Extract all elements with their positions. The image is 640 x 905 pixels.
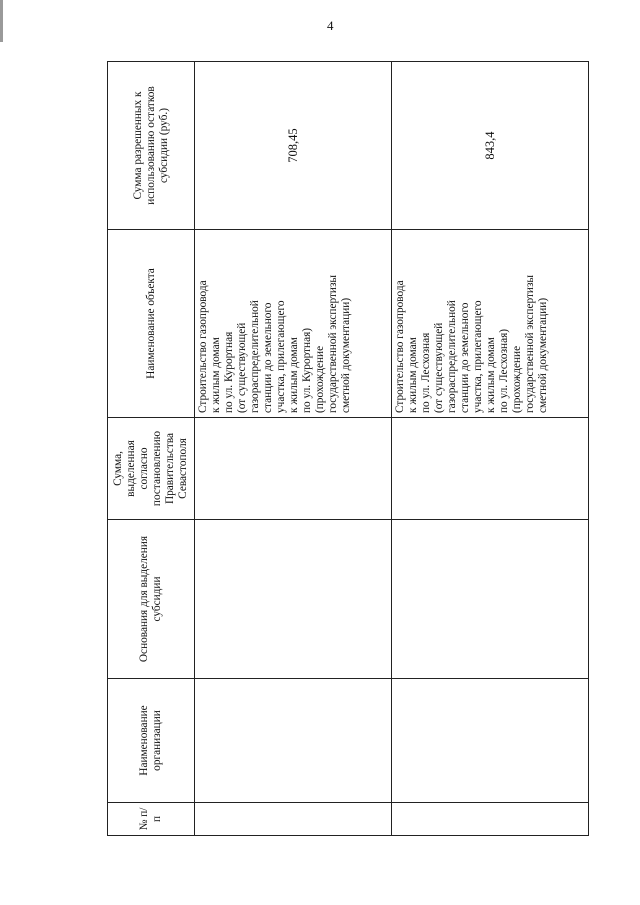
cell-number [195, 803, 392, 836]
cell-basis [392, 520, 589, 679]
cell-organization [195, 679, 392, 803]
header-basis: Основания для выделения субсидии [108, 520, 195, 679]
table-header-row [108, 62, 195, 836]
cell-allocated-sum [392, 418, 589, 520]
cell-object-name: Строительство газопровода к жилым домам по ул. Курортная (от существующей газораспределительной станции до земельного участка, прилегающего к жилым домам по ул. Курортная) (прохождение государственной экспертизы сметной документации) [195, 230, 392, 418]
cell-allocated-sum [195, 418, 392, 520]
table-row [195, 62, 392, 836]
cell-number [392, 803, 589, 836]
cell-remaining-sum: 843,4 [392, 62, 589, 230]
page-number: 4 [327, 18, 334, 33]
header-remaining-sum: Сумма разрешенных к использованию остатков субсидии (руб.) [108, 62, 195, 230]
header-organization: Наименование организации [108, 679, 195, 803]
header-allocated-sum: Сумма, выделенная согласно постановлению Правительства Севастополя [108, 418, 195, 520]
scan-edge-mark [0, 0, 3, 42]
rotated-table-container [107, 62, 589, 836]
header-object-name: Наименование объекта [108, 230, 195, 418]
cell-remaining-sum: 708,45 [195, 62, 392, 230]
cell-organization [392, 679, 589, 803]
table-row [392, 62, 589, 836]
cell-basis [195, 520, 392, 679]
cell-object-name: Строительство газопровода к жилым домам по ул. Лесхозная (от существующей газораспределительной станции до земельного участка, прилегающего к жилым домам по ул. Лесхозная) (прохождение государственной экспертизы сметной документации) [392, 230, 589, 418]
header-number: № п/п [108, 803, 195, 836]
subsidy-table [107, 61, 589, 836]
